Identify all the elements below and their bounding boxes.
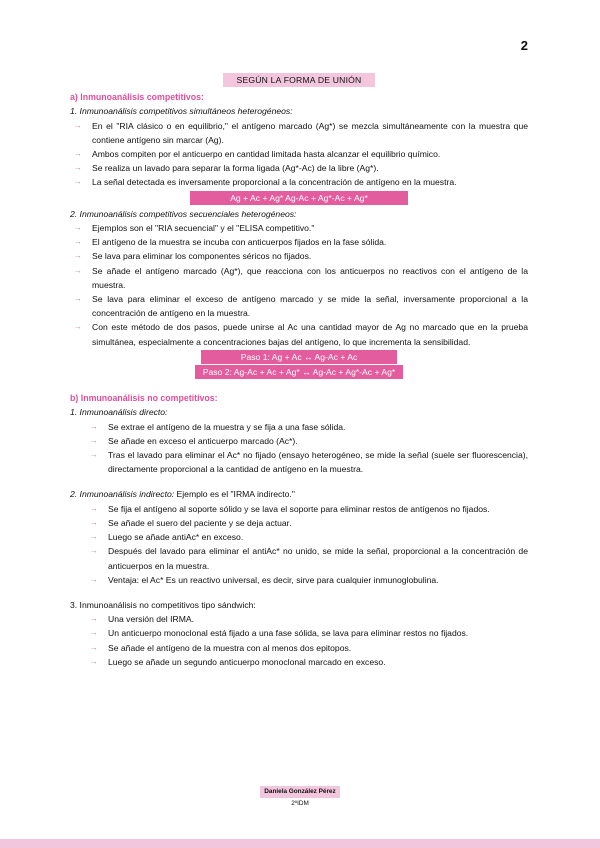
equation-step-1: Paso 1: Ag + Ac ↔ Ag-Ac + Ac [201,350,398,364]
list-item: → Después del lavado para eliminar el antiAc* no unido, se mide la señal, proporcional a la concentración de anticuerpos en la muestra. [90,546,528,571]
list-item: → En el "RIA clásico o en equilibrio," el antígeno marcado (Ag*) se mezcla simultáneamente con la muestra que contiene antígeno sin marcar (Ag). [74,120,528,145]
arrow-bullet-icon: → [90,656,98,666]
arrow-bullet-icon: → [74,149,82,159]
section-a-sub1-title: 1. Inmunoanálisis competitivos simultáneos heterogéneos: [70,106,293,117]
arrow-bullet-icon: → [90,546,98,556]
arrow-bullet-icon: → [90,450,98,460]
section-b-sub3-title: 3. Inmunoanálisis no competitivos tipo sándwich: [70,599,256,610]
section-b-sub2-list [70,502,528,587]
bottom-band [0,839,600,848]
section-b-sub2-title: 2. Inmunoanálisis indirecto: Ejemplo es el "IRMA indirecto." [70,489,295,500]
course-label: 2ºIDM [291,800,309,807]
page-title: SEGÚN LA FORMA DE UNIÓN [223,73,376,87]
arrow-bullet-icon: → [74,251,82,261]
arrow-bullet-icon: → [90,435,98,445]
list-item: → Ventaja: el Ac* Es un reactivo universal, es decir, sirve para cualquier inmunoglobulina. [70,573,528,587]
equation-wrap [70,191,528,205]
arrow-bullet-icon: → [74,322,82,332]
list-item: → Ejemplos son el "RIA secuencial" y el "ELISA competitivo." [70,221,528,235]
list-item: → Una versión del IRMA. [70,612,528,626]
equation-step-2: Paso 2: Ag-Ac + Ac + Ag* ↔ Ag-Ac + Ag*-Ac + Ag* [195,365,404,379]
equation-simultaneous: Ag + Ac + Ag* Ag-Ac + Ag*-Ac + Ag* [190,191,408,205]
section-b-sub1-title: 1. Inmunoanálisis directo: [70,407,168,418]
list-item: → Se lava para eliminar el exceso de antígeno marcado y se mide la señal, inversamente proporcional a la concentración de antígeno en la muestra. [74,294,528,319]
arrow-bullet-icon: → [90,614,98,624]
footer [0,786,600,810]
arrow-bullet-icon: → [90,642,98,652]
arrow-bullet-icon: → [74,223,82,233]
list-item: → Se fija el antígeno al soporte sólido y se lava el soporte para eliminar restos de antígenos no fijados. [70,502,528,516]
list-item: → Se añade el antígeno marcado (Ag*), que reacciona con los anticuerpos no reactivos con el antígeno de la muestra. [74,265,528,290]
page-number: 2 [520,38,528,53]
document-body [70,73,528,669]
section-a-heading: a) Inmunoanálisis competitivos: [70,92,204,103]
arrow-bullet-icon: → [90,517,98,527]
author-name: Daniela González Pérez [260,786,339,798]
section-a-sub1-list [70,119,528,190]
arrow-bullet-icon: → [74,265,82,275]
list-item: → Se extrae el antígeno de la muestra y se fija a una fase sólida. [70,420,528,434]
list-item: → Se añade el suero del paciente y se deja actuar. [70,516,528,530]
list-item: → Luego se añade antiAc* en exceso. [70,530,528,544]
list-item: → Tras el lavado para eliminar el Ac* no fijado (ensayo heterogéneo, se mide la señal (suele ser fluorescencia), directamente proporcional a la cantidad de antígeno en la muestra. [90,450,528,475]
list-item: → Un anticuerpo monoclonal está fijado a una fase sólida, se lava para eliminar restos no fijados. [70,626,528,640]
list-item: → Se añade en exceso el anticuerpo marcado (Ac*). [70,434,528,448]
list-item: → La señal detectada es inversamente proporcional a la concentración de antígeno en la muestra. [70,175,528,189]
section-b-sub1-list [70,420,528,477]
list-item: → Se lava para eliminar los componentes séricos no fijados. [70,249,528,263]
equation-wrap [70,350,528,379]
list-item: → Luego se añade un segundo anticuerpo monoclonal marcado en exceso. [70,655,528,669]
arrow-bullet-icon: → [90,503,98,513]
arrow-bullet-icon: → [74,177,82,187]
list-item: → Ambos compiten por el anticuerpo en cantidad limitada hasta alcanzar el equilibrio químico. [70,147,528,161]
arrow-bullet-icon: → [90,421,98,431]
section-a-sub2-list [70,221,528,349]
arrow-bullet-icon: → [90,532,98,542]
section-a-sub2-title: 2. Inmunoanálisis competitivos secuenciales heterogéneos: [70,208,297,219]
list-item: → Se añade el antígeno de la muestra con al menos dos epitopos. [70,641,528,655]
section-b-heading: b) Inmunoanálisis no competitivos: [70,393,218,404]
arrow-bullet-icon: → [74,163,82,173]
arrow-bullet-icon: → [74,294,82,304]
arrow-bullet-icon: → [90,628,98,638]
list-item: → El antígeno de la muestra se incuba con anticuerpos fijados en la fase sólida. [70,235,528,249]
arrow-bullet-icon: → [74,120,82,130]
arrow-bullet-icon: → [74,237,82,247]
list-item: → Se realiza un lavado para separar la forma ligada (Ag*-Ac) de la libre (Ag*). [70,161,528,175]
section-b-sub3-list [70,612,528,669]
list-item: → Con este método de dos pasos, puede unirse al Ac una cantidad mayor de Ag no marcado que en la prueba simultánea, especialmente a concentraciones bajas del antígeno, lo que incrementa la sensibilidad. [74,322,528,347]
arrow-bullet-icon: → [90,574,98,584]
section-title-wrap [70,73,528,87]
